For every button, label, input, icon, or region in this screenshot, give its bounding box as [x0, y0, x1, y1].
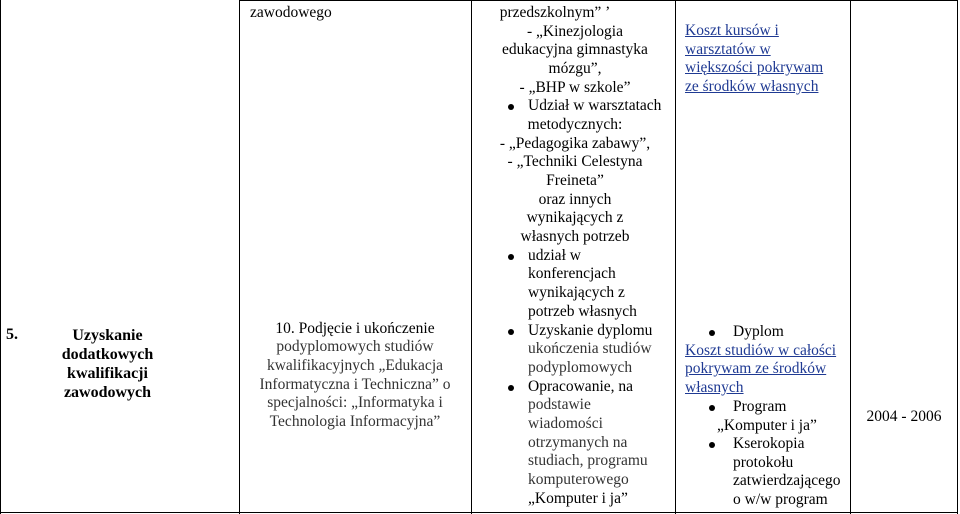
- copy-line: o w/w program: [733, 491, 828, 508]
- forms-line: wynikających z: [528, 284, 625, 301]
- forms-line: Freineta”: [546, 172, 604, 189]
- task-line: specjalności: „Informatyka i: [267, 394, 443, 411]
- column-divider: [471, 0, 472, 514]
- forms-line: otrzymanych na: [528, 434, 628, 451]
- column-divider: [675, 0, 676, 514]
- forms-line: podyplomowych: [528, 359, 633, 376]
- row-divider-bottom: [0, 512, 958, 513]
- forms-line: Opracowanie, na: [528, 378, 634, 395]
- forms-line: ukończenia studiów: [528, 340, 652, 357]
- forms-line: oraz innych: [538, 191, 612, 208]
- forms-line: komputerowego: [528, 471, 629, 488]
- program-line: „Komputer i ja”: [717, 417, 817, 434]
- cost-line: Koszt studiów w całości: [685, 342, 837, 359]
- forms-line: udział w: [528, 247, 581, 264]
- bullet-icon: [709, 442, 715, 448]
- evidence-top-line: większości pokrywam: [685, 59, 824, 76]
- bullet-icon: [709, 330, 715, 336]
- forms-line: Uzyskanie dyplomu: [528, 322, 653, 339]
- bullet-icon: [508, 104, 514, 110]
- copy-line: Kserokopia: [733, 435, 805, 452]
- bullet-icon: [508, 254, 514, 260]
- forms-line: potrzeb własnych: [528, 303, 637, 320]
- forms-line: - „Techniki Celestyna: [507, 153, 643, 170]
- program-line: Program: [733, 398, 787, 415]
- forms-line: metodycznych:: [527, 116, 623, 133]
- evidence-top-line: ze środków własnych: [685, 78, 819, 95]
- row-number: 5.: [6, 326, 18, 343]
- bullet-icon: [508, 385, 514, 391]
- forms-line: Udział w warsztatach: [528, 97, 662, 114]
- forms-line: studiach, programu: [528, 452, 648, 469]
- copy-line: protokołu: [733, 454, 794, 471]
- forms-line: konferencjach: [528, 265, 616, 282]
- cost-line: własnych: [685, 379, 744, 396]
- forms-line: - „Pedagogika zabawy”,: [499, 135, 651, 152]
- table-border-left: [0, 0, 1, 514]
- diploma-label: Dyplom: [733, 323, 784, 340]
- evidence-top-line: Koszt kursów i: [685, 22, 779, 39]
- task-line: Technologia Informacyjna”: [269, 413, 441, 430]
- forms-line: - „BHP w szkole”: [519, 79, 631, 96]
- task-line: Informatyczna i Techniczna” o: [259, 376, 451, 393]
- copy-line: zatwierdzającego: [733, 472, 841, 489]
- forms-line: mózgu”,: [548, 60, 602, 77]
- task-top-text: zawodowego: [250, 4, 332, 21]
- forms-line: wiadomości: [528, 415, 603, 432]
- forms-line: przedszkolnym” ’: [499, 4, 611, 21]
- table-border-right: [957, 0, 958, 514]
- task-line: 10. Podjęcie i ukończenie: [275, 320, 435, 337]
- row-title: Uzyskanie dodatkowych kwalifikacji zawodowych: [61, 327, 154, 401]
- column-divider: [239, 0, 240, 514]
- forms-line: podstawie: [528, 396, 591, 413]
- forms-line: edukacyjna gimnastyka: [502, 41, 648, 58]
- forms-line: - „Kinezjologia: [527, 23, 623, 40]
- evidence-top-line: warsztatów w: [685, 41, 771, 58]
- task-line: podyplomowych studiów: [276, 338, 434, 355]
- task-line: kwalifikacyjnych „Edukacja: [266, 357, 444, 374]
- row-divider-top: [239, 0, 957, 1]
- date-range: 2004 - 2006: [866, 408, 942, 425]
- column-divider: [850, 0, 851, 514]
- cost-line: pokrywam ze środków: [685, 360, 827, 377]
- bullet-icon: [709, 405, 715, 411]
- bullet-icon: [508, 329, 514, 335]
- forms-line: własnych potrzeb: [520, 228, 630, 245]
- forms-line: „Komputer i ja”: [528, 490, 628, 507]
- forms-line: wynikających z: [526, 209, 624, 226]
